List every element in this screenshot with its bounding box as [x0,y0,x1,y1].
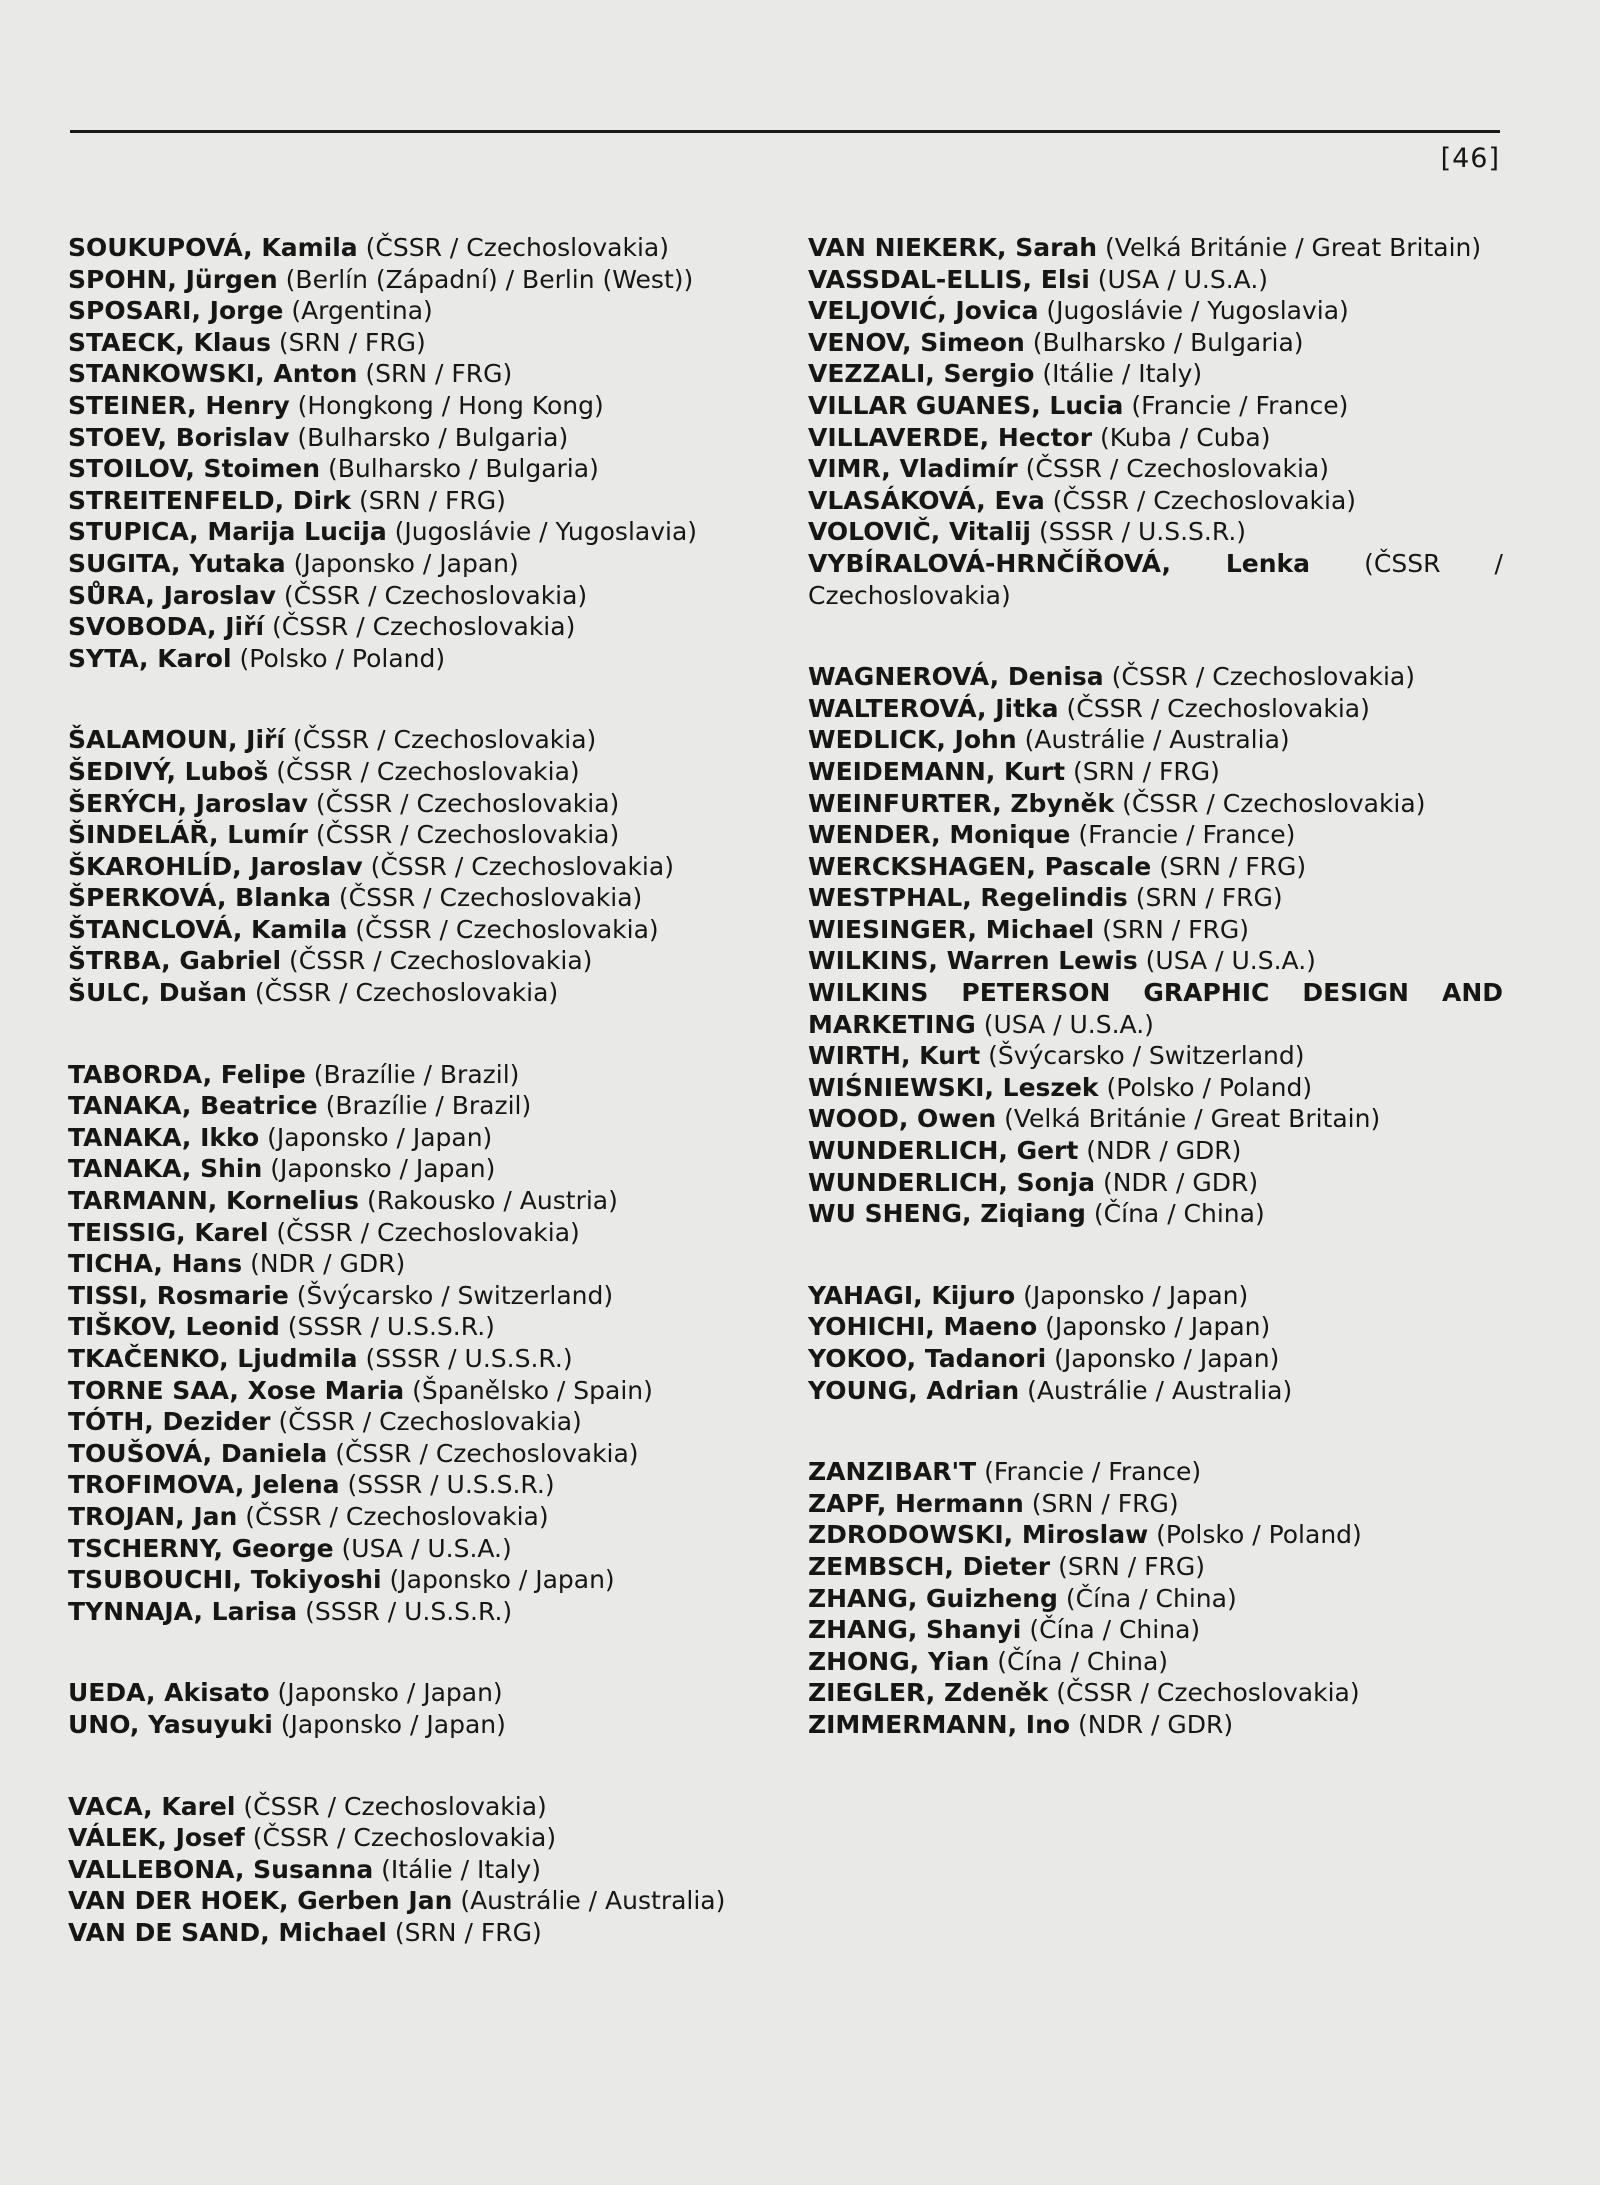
index-entry [808,327,1503,359]
entry-country: (Jugoslávie / Yugoslavia) [394,517,698,547]
index-entry [68,724,758,756]
entry-country: (ČSSR / Czechoslovakia) [278,1407,582,1437]
entry-name: TISSI, Rosmarie [68,1280,289,1310]
entry-country: (ČSSR / Czechoslovakia) [338,883,643,913]
entry-name: TEISSIG, Karel [68,1217,269,1247]
index-entry [68,232,758,264]
entry-name: VALLEBONA, Susanna [68,1854,374,1884]
letter-group [68,232,758,674]
entry-country: (ČSSR / Czechoslovakia) [276,1217,580,1247]
entry-name: STOEV, Borislav [68,422,290,452]
entry-country: (Itálie / Italy) [381,1854,541,1884]
entry-country: (Japonsko / Japan) [1054,1344,1280,1373]
entry-name: UEDA, Akisato [68,1678,270,1708]
entry-name: ZANZIBAR'T [808,1457,977,1487]
index-entry [68,516,758,548]
entry-country: (NDR / GDR) [1086,1136,1242,1166]
index-entry [68,1917,758,1949]
index-entry [808,977,1503,1040]
index-entry [808,358,1503,390]
entry-country: (SSSR / U.S.S.R.) [365,1344,573,1373]
index-entry [808,1375,1503,1407]
entry-name: VILLAR GUANES, Lucia [808,390,1124,420]
entry-country: (Japonsko / Japan) [270,1154,496,1184]
index-entry [68,453,758,485]
entry-country: (SRN / FRG) [1073,756,1220,786]
index-entry [68,1122,758,1154]
entry-name: STEINER, Henry [68,390,290,420]
entry-country: (ČSSR / Czechoslovakia) [355,914,659,944]
entry-country: (Francie / France) [1078,820,1296,850]
entry-country: (ČSSR / Czechoslovakia) [808,548,1503,610]
entry-country: (Čína / China) [997,1646,1169,1676]
entry-country: (SSSR / U.S.S.R.) [287,1312,495,1342]
entry-country: (SRN / FRG) [1031,1488,1179,1518]
entry-name: SPOHN, Jürgen [68,264,278,294]
entry-name: ZHONG, Yian [808,1646,990,1676]
index-entry [808,1583,1503,1615]
entry-name: ZIMMERMANN, Ino [808,1709,1071,1739]
entry-country: (Japonsko / Japan) [277,1678,503,1708]
entry-country: (Brazílie / Brazil) [325,1091,532,1121]
entry-country: (ČSSR / Czechoslovakia) [1122,788,1426,818]
entry-name: YOHICHI, Maeno [808,1312,1038,1342]
entry-country: (Jugoslávie / Yugoslavia) [1046,296,1349,326]
entry-name: VAN NIEKERK, Sarah [808,233,1098,262]
entry-country: (Austrálie / Australia) [460,1886,726,1916]
entry-name: TARMANN, Kornelius [68,1186,359,1216]
entry-name: TANAKA, Beatrice [68,1091,318,1121]
entry-name: TKAČENKO, Ljudmila [68,1344,358,1373]
index-entry [808,756,1503,788]
index-entry [68,819,758,851]
entry-country: (Švýcarsko / Switzerland) [296,1280,614,1310]
entry-name: VAN DE SAND, Michael [68,1917,387,1947]
entry-country: (SRN / FRG) [359,485,506,515]
right-column [808,232,1503,1791]
index-entry [68,1248,758,1280]
entry-country: (ČSSR / Czechoslovakia) [283,580,588,610]
entry-country: (ČSSR / Czechoslovakia) [1066,693,1370,723]
entry-name: YOUNG, Adrian [808,1375,1020,1405]
index-entry [808,882,1503,914]
entry-country: (Brazílie / Brazil) [313,1059,520,1089]
index-entry [808,485,1503,517]
index-entry [68,1564,758,1596]
entry-country: (Čína / China) [1065,1583,1237,1613]
letter-group [68,1791,758,1949]
letter-group [808,1280,1503,1406]
entry-name: VÁLEK, Josef [68,1823,245,1853]
entry-country: (Japonsko / Japan) [293,548,519,578]
entry-country: (ČSSR / Czechoslovakia) [315,820,620,850]
index-entry [68,788,758,820]
entry-country: (SRN / FRG) [278,327,426,357]
entry-country: (SRN / FRG) [1058,1551,1205,1581]
entry-name: WERCKSHAGEN, Pascale [808,851,1152,881]
entry-name: TSCHERNY, George [68,1533,334,1563]
index-entry [68,1280,758,1312]
entry-country: (Francie / France) [1131,390,1349,420]
entry-country: (ČSSR / Czechoslovakia) [289,946,593,976]
index-entry [68,1406,758,1438]
entry-country: (SSSR / U.S.S.R.) [1038,517,1247,547]
entry-name: TSUBOUCHI, Tokiyoshi [68,1565,382,1595]
entry-country: (SRN / FRG) [394,1917,542,1947]
entry-country: (ČSSR / Czechoslovakia) [370,851,674,881]
entry-name: VEZZALI, Sergio [808,359,1035,389]
entry-name: ZIEGLER, Zdeněk [808,1678,1049,1708]
entry-country: (USA / U.S.A.) [341,1533,512,1563]
entry-country: (Itálie / Italy) [1042,359,1203,389]
index-entry [808,390,1503,422]
entry-name: WIRTH, Kurt [808,1041,981,1071]
index-entry [808,724,1503,756]
entry-name: STAECK, Klaus [68,327,271,357]
entry-country: (Čína / China) [1093,1199,1265,1229]
index-entry [68,1469,758,1501]
entry-name: TABORDA, Felipe [68,1059,306,1089]
index-entry [808,661,1503,693]
index-entry [808,1040,1503,1072]
entry-name: STREITENFELD, Dirk [68,485,352,515]
entry-country: (Bulharsko / Bulgaria) [297,422,569,452]
index-entry [68,1677,758,1709]
entry-country: (USA / U.S.A.) [983,1009,1154,1039]
index-entry [68,295,758,327]
entry-name: WENDER, Monique [808,820,1071,850]
index-entry [68,580,758,612]
entry-country: (SSSR / U.S.S.R.) [305,1596,513,1626]
entry-name: WEDLICK, John [808,725,1017,755]
entry-country: (Velká Británie / Great Britain) [1105,233,1482,262]
entry-country: (Bulharsko / Bulgaria) [1032,327,1304,357]
entry-country: (Japonsko / Japan) [280,1709,506,1739]
entry-country: (SRN / FRG) [1102,914,1250,944]
entry-name: VASSDAL-ELLIS, Elsi [808,264,1090,294]
index-entry [808,1103,1503,1135]
entry-country: (ČSSR / Czechoslovakia) [243,1791,547,1821]
entry-country: (NDR / GDR) [1102,1167,1259,1197]
letter-group [808,1456,1503,1740]
entry-name: SYTA, Karol [68,643,232,673]
entry-name: VACA, Karel [68,1791,236,1821]
entry-name: ŠPERKOVÁ, Blanka [68,883,331,913]
index-entry [808,851,1503,883]
letter-group [68,1677,758,1740]
index-entry [808,693,1503,725]
entry-name: ŠERÝCH, Jaroslav [68,788,308,818]
entry-country: (ČSSR / Czechoslovakia) [271,612,576,642]
index-entry [68,1090,758,1122]
entry-country: (ČSSR / Czechoslovakia) [1056,1678,1360,1708]
entry-name: WOOD, Owen [808,1104,997,1134]
entry-country: (SRN / FRG) [1159,851,1307,881]
entry-country: (ČSSR / Czechoslovakia) [1025,454,1329,484]
entry-name: ZEMBSCH, Dieter [808,1551,1051,1581]
entry-name: WILKINS PETERSON GRAPHIC DESIGN AND MARKETING [808,978,1503,1039]
entry-name: WILKINS, Warren Lewis [808,946,1138,976]
entry-name: WUNDERLICH, Gert [808,1136,1079,1166]
index-entry [68,945,758,977]
entry-country: (ČSSR / Czechoslovakia) [335,1438,639,1468]
index-entry [808,232,1503,264]
entry-name: VILLAVERDE, Hector [808,422,1093,452]
index-entry [808,1072,1503,1104]
entry-name: TOUŠOVÁ, Daniela [68,1438,328,1468]
index-entry [68,1185,758,1217]
entry-name: ŠINDELÁŘ, Lumír [68,820,308,850]
index-entry [808,1614,1503,1646]
index-entry [808,1198,1503,1230]
entry-country: (SRN / FRG) [1135,883,1283,913]
entry-country: (Španělsko / Spain) [412,1375,653,1405]
entry-country: (NDR / GDR) [1078,1709,1234,1739]
index-entry [68,548,758,580]
index-entry [808,1551,1503,1583]
index-entry [808,1709,1503,1741]
index-entry [68,1854,758,1886]
entry-country: (Čína / China) [1029,1615,1201,1645]
entry-country: (Bulharsko / Bulgaria) [328,454,599,484]
entry-name: VENOV, Simeon [808,327,1025,357]
entry-country: (ČSSR / Czechoslovakia) [252,1823,557,1853]
entry-name: SŮRA, Jaroslav [68,580,276,610]
index-entry [68,1153,758,1185]
index-entry [68,611,758,643]
index-entry [808,1488,1503,1520]
index-entry [68,882,758,914]
entry-name: WAGNEROVÁ, Denisa [808,662,1104,692]
index-entry [68,390,758,422]
entry-country: (USA / U.S.A.) [1145,946,1316,976]
left-column [68,232,758,1999]
index-entry [808,516,1503,548]
entry-name: ŠEDIVÝ, Luboš [68,756,269,786]
entry-name: VOLOVIČ, Vitalij [808,517,1031,547]
index-entry [68,1822,758,1854]
index-entry [808,1456,1503,1488]
index-entry [68,358,758,390]
index-entry [808,264,1503,296]
letter-group [68,1059,758,1628]
index-entry [68,1311,758,1343]
entry-name: YOKOO, Tadanori [808,1344,1047,1373]
entry-country: (Japonsko / Japan) [1023,1280,1249,1310]
entry-name: ŠTRBA, Gabriel [68,946,282,976]
index-entry [68,1596,758,1628]
index-entry [68,977,758,1009]
entry-country: (Polsko / Poland) [1156,1520,1362,1550]
entry-country: (ČSSR / Czechoslovakia) [1052,485,1357,515]
entry-name: VELJOVIĆ, Jovica [808,296,1039,326]
index-entry [68,1059,758,1091]
entry-country: (Japonsko / Japan) [389,1565,615,1595]
entry-country: (Švýcarsko / Switzerland) [988,1041,1305,1071]
entry-country: (ČSSR / Czechoslovakia) [365,233,669,262]
entry-country: (USA / U.S.A.) [1097,264,1269,294]
entry-name: TORNE SAA, Xose Maria [68,1375,405,1405]
entry-country: (ČSSR / Czechoslovakia) [254,978,559,1008]
index-entry [808,1167,1503,1199]
entry-country: (Velká Británie / Great Britain) [1004,1104,1381,1134]
entry-country: (Rakousko / Austria) [366,1186,618,1216]
entry-country: (SSSR / U.S.S.R.) [347,1470,555,1500]
index-entry [68,914,758,946]
entry-name: UNO, Yasuyuki [68,1709,273,1739]
entry-name: TROJAN, Jan [68,1501,238,1531]
entry-name: VAN DER HOEK, Gerben Jan [68,1886,453,1916]
entry-country: (Austrálie / Australia) [1027,1375,1293,1405]
entry-name: WESTPHAL, Regelindis [808,883,1128,913]
index-entry [808,1646,1503,1678]
index-entry [68,1791,758,1823]
entry-name: ZAPF, Hermann [808,1488,1024,1518]
index-entry [808,1519,1503,1551]
index-entry [68,1343,758,1375]
entry-country: (ČSSR / Czechoslovakia) [1111,662,1415,692]
index-entry [808,1135,1503,1167]
index-entry [808,819,1503,851]
entry-name: WALTEROVÁ, Jitka [808,693,1059,723]
index-entry [68,485,758,517]
entry-name: WU SHENG, Ziqiang [808,1199,1086,1229]
entry-name: VYBÍRALOVÁ-HRNČÍŘOVÁ, Lenka [808,548,1310,578]
index-entry [68,851,758,883]
entry-name: ŠALAMOUN, Jiří [68,725,285,755]
index-entry [808,788,1503,820]
entry-name: STANKOWSKI, Anton [68,359,358,389]
entry-country: (Austrálie / Australia) [1024,725,1290,755]
index-entry [808,914,1503,946]
entry-country: (ČSSR / Czechoslovakia) [292,725,597,755]
entry-name: ZDRODOWSKI, Miroslaw [808,1520,1149,1550]
index-entry [68,1709,758,1741]
entry-name: TROFIMOVA, Jelena [68,1470,340,1500]
letter-group [808,232,1503,611]
index-entry [68,327,758,359]
entry-country: (NDR / GDR) [250,1249,406,1279]
entry-name: ŠULC, Dušan [68,978,247,1008]
top-rule [70,130,1500,133]
entry-name: WUNDERLICH, Sonja [808,1167,1095,1197]
entry-name: ZHANG, Shanyi [808,1615,1022,1645]
entry-name: TANAKA, Shin [68,1154,263,1184]
page-number: [46] [1440,143,1500,174]
index-entry [808,945,1503,977]
entry-country: (ČSSR / Czechoslovakia) [245,1501,549,1531]
entry-name: TIŠKOV, Leonid [68,1312,280,1342]
entry-country: (SRN / FRG) [365,359,513,389]
index-entry [808,422,1503,454]
index-entry [68,1885,758,1917]
entry-name: SVOBODA, Jiří [68,612,265,642]
entry-name: WEIDEMANN, Kurt [808,756,1066,786]
entry-country: (Japonsko / Japan) [1045,1312,1271,1342]
entry-name: VLASÁKOVÁ, Eva [808,485,1045,515]
index-entry [68,1375,758,1407]
index-entry [68,756,758,788]
index-entry [68,264,758,296]
entry-name: ZHANG, Guizheng [808,1583,1058,1613]
index-entry [808,295,1503,327]
entry-name: SUGITA, Yutaka [68,548,286,578]
index-entry [808,1280,1503,1312]
entry-name: YAHAGI, Kijuro [808,1280,1016,1310]
index-entry [808,548,1503,611]
index-entry [68,1533,758,1565]
entry-country: (Japonsko / Japan) [267,1122,493,1152]
entry-name: VIMR, Vladimír [808,454,1018,484]
entry-country: (Polsko / Poland) [1106,1072,1313,1102]
entry-name: SOUKUPOVÁ, Kamila [68,233,358,262]
entry-country: (ČSSR / Czechoslovakia) [315,788,620,818]
index-entry [808,1343,1503,1375]
entry-country: (Polsko / Poland) [239,643,446,673]
entry-country: (Argentina) [291,296,433,326]
entry-name: WEINFURTER, Zbyněk [808,788,1115,818]
index-entry [808,1311,1503,1343]
letter-group [808,661,1503,1230]
index-entry [68,1217,758,1249]
index-entry [808,1677,1503,1709]
entry-name: ŠKAROHLÍD, Jaroslav [68,851,363,881]
entry-country: (Francie / France) [984,1457,1202,1487]
entry-country: (Kuba / Cuba) [1099,422,1271,452]
entry-name: WIESINGER, Michael [808,914,1095,944]
index-entry [68,643,758,675]
letter-group [68,724,758,1008]
entry-name: SPOSARI, Jorge [68,296,284,326]
entry-name: STOILOV, Stoimen [68,454,321,484]
entry-country: (ČSSR / Czechoslovakia) [276,756,580,786]
entry-name: STUPICA, Marija Lucija [68,517,387,547]
index-entry [68,422,758,454]
index-entry [68,1438,758,1470]
entry-name: TICHA, Hans [68,1249,243,1279]
index-entry [68,1501,758,1533]
entry-name: TYNNAJA, Larisa [68,1596,298,1626]
entry-country: (Hongkong / Hong Kong) [297,390,604,420]
entry-name: TANAKA, Ikko [68,1122,260,1152]
entry-country: (Berlín (Západní) / Berlin (West)) [285,264,694,294]
entry-name: ŠTANCLOVÁ, Kamila [68,914,348,944]
entry-name: WIŚNIEWSKI, Leszek [808,1072,1099,1102]
entry-name: TÓTH, Dezider [68,1407,271,1437]
index-entry [808,453,1503,485]
